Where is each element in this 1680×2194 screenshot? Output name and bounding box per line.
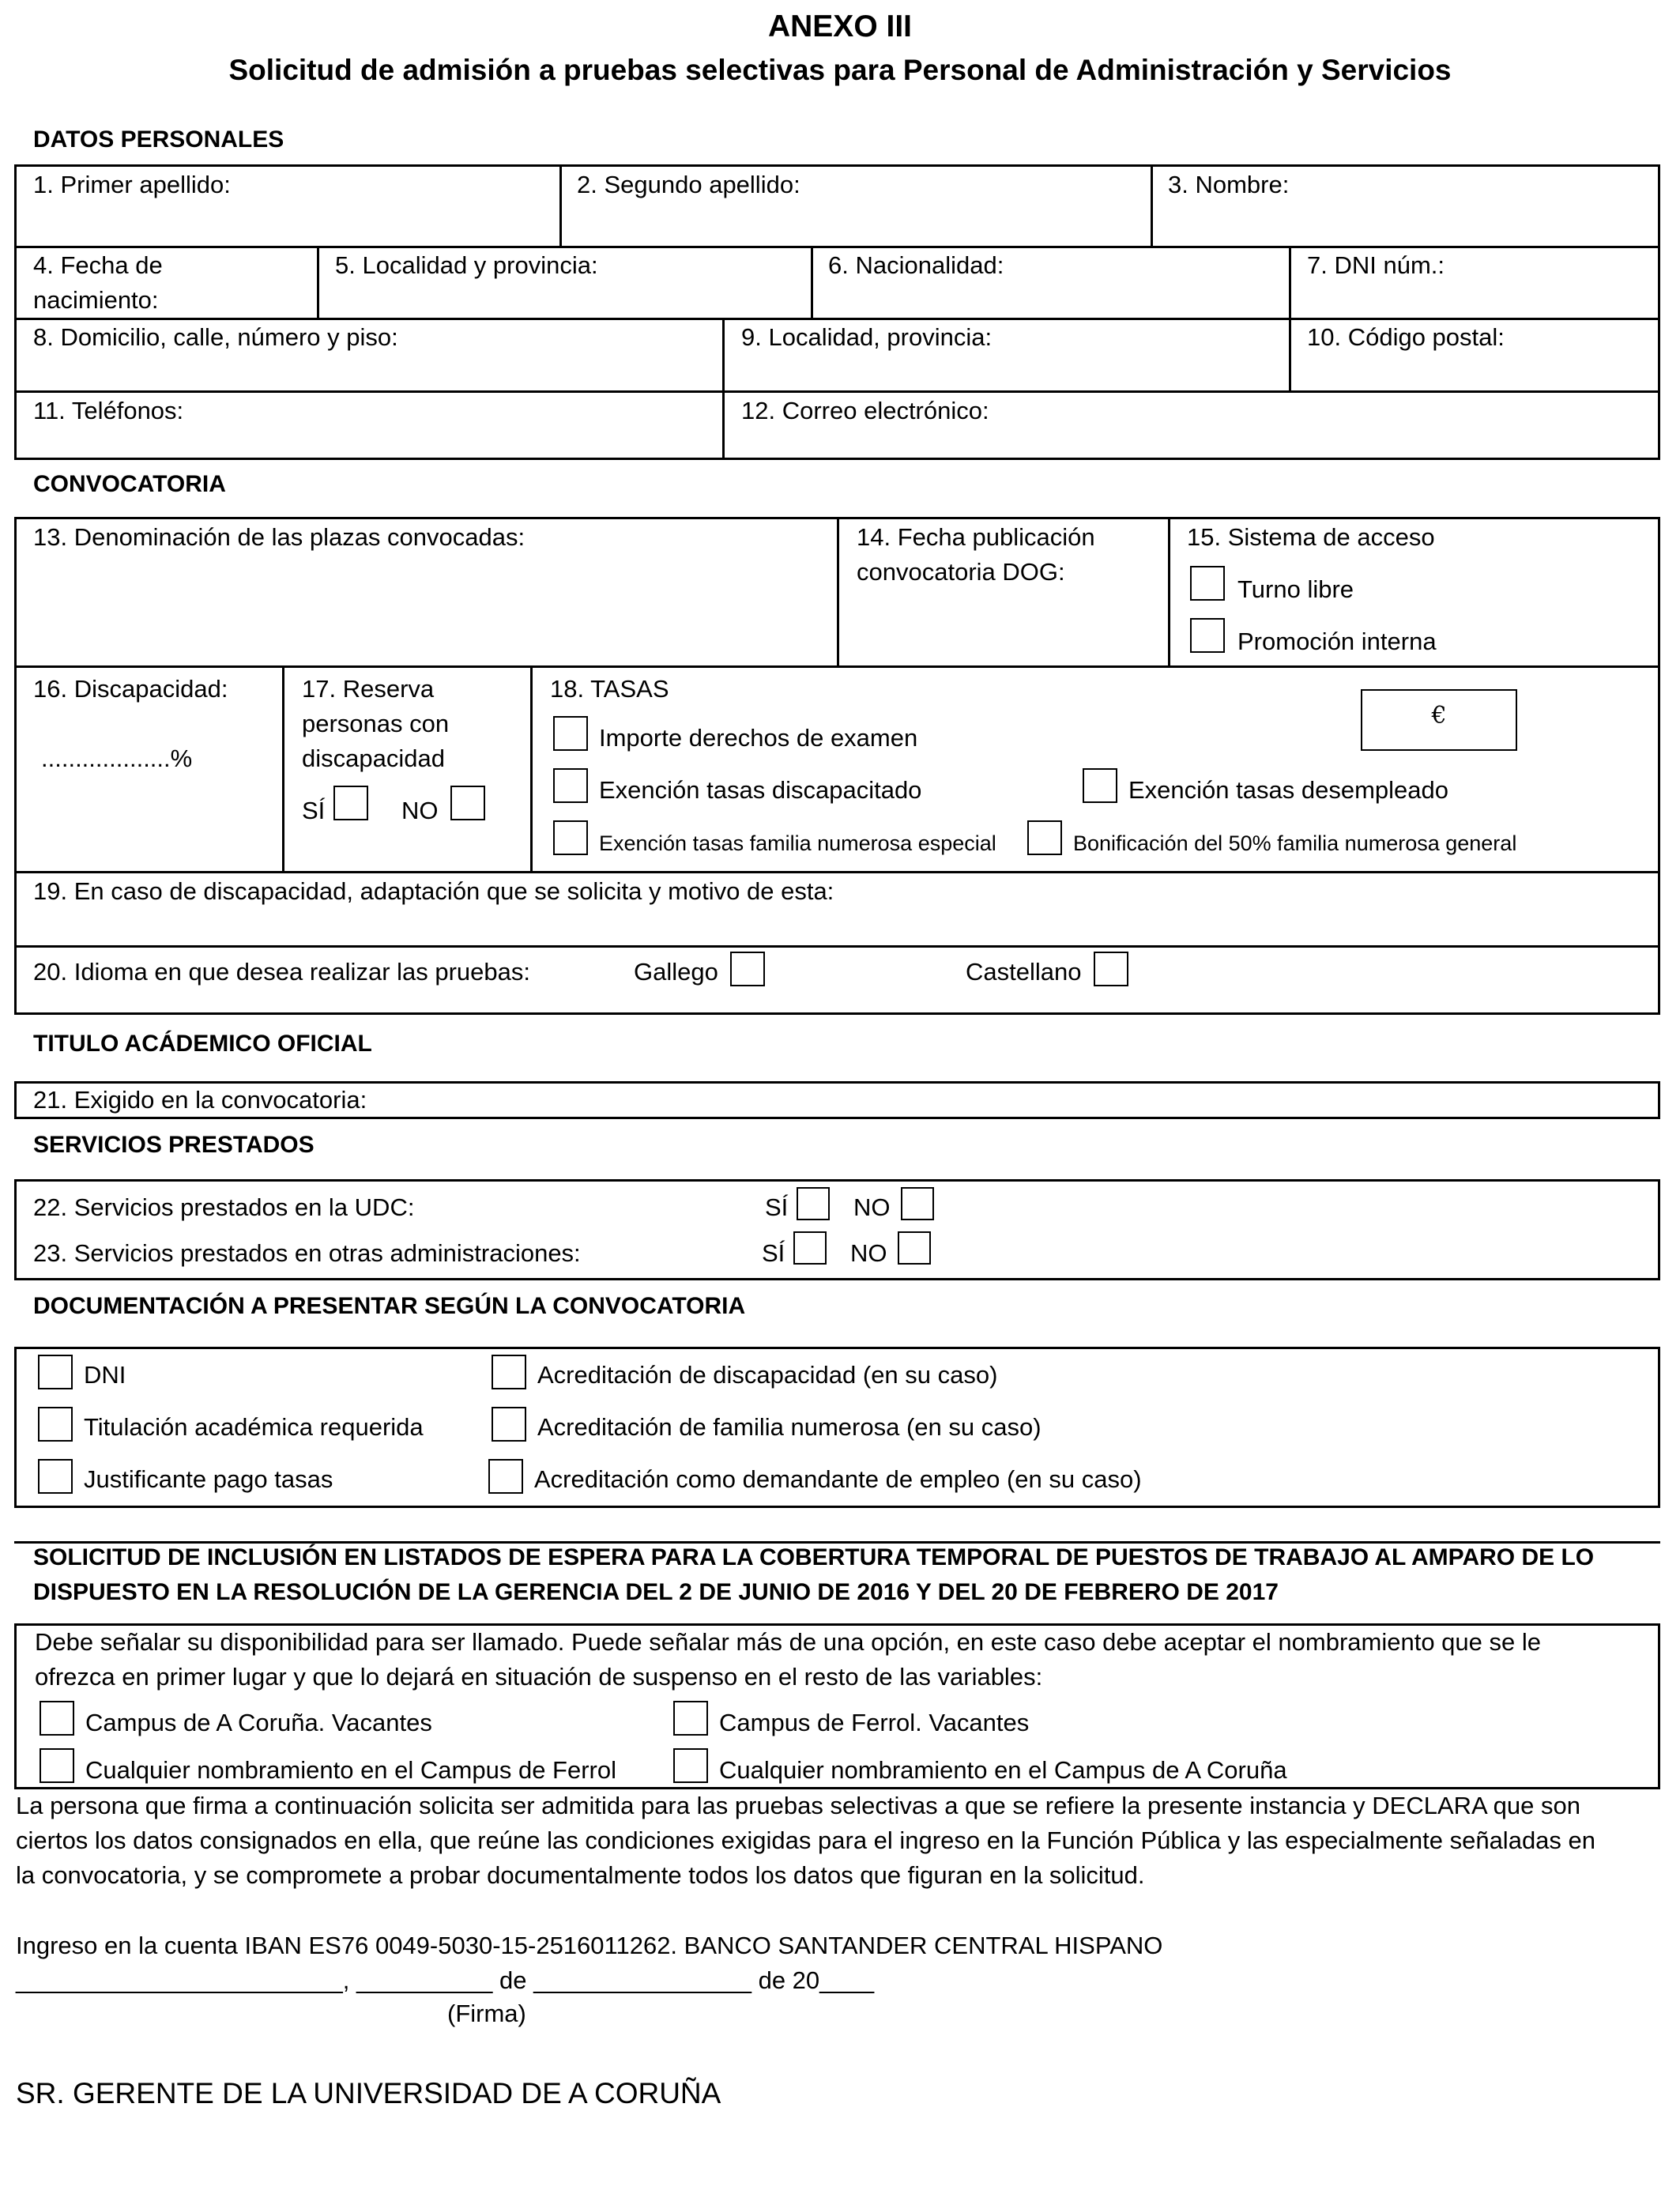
section-titulo-heading: TITULO ACÁDEMICO OFICIAL (33, 1031, 372, 1057)
servicios-otras-si-checkbox[interactable] (793, 1231, 827, 1265)
espera-intro-2: ofrezca en primer lugar y que lo dejará en situación de suspenso en el resto de las variables: (35, 1663, 1043, 1691)
servicios-udc-no-checkbox[interactable] (901, 1187, 934, 1220)
promocion-interna-label: Promoción interna (1237, 628, 1437, 655)
bonificacion-label: Bonificación del 50% familia numerosa general (1073, 831, 1517, 855)
acr-empleo-label: Acreditación como demandante de empleo (en su caso) (534, 1465, 1142, 1493)
addressee: SR. GERENTE DE LA UNIVERSIDAD DE A CORUÑA (16, 2077, 721, 2109)
declaration-line-2: ciertos los datos consignados en ella, que reúne las condiciones exigidas para el ingreso en la Función Pública y las especialmente señaladas en (16, 1826, 1596, 1854)
acr-discapacidad-label: Acreditación de discapacidad (en su caso) (537, 1361, 998, 1389)
euro-symbol: € (1431, 702, 1447, 729)
importe-checkbox[interactable] (553, 716, 588, 751)
field-codigo-postal[interactable]: 10. Código postal: (1307, 323, 1505, 351)
reserva-no-label: NO (401, 797, 439, 824)
exencion-discapacitado-checkbox[interactable] (553, 768, 588, 803)
titulacion-checkbox[interactable] (38, 1407, 73, 1442)
field-sistema-acceso: 15. Sistema de acceso (1187, 523, 1435, 551)
declaration-line-3: la convocatoria, y se compromete a probar documentalmente todos los datos que figuran en la solicitud. (16, 1861, 1145, 1889)
section-documentacion-heading: DOCUMENTACIÓN A PRESENTAR SEGÚN LA CONVOCATORIA (33, 1293, 746, 1319)
acr-discapacidad-checkbox[interactable] (492, 1355, 526, 1389)
field-servicios-udc: 22. Servicios prestados en la UDC: (33, 1193, 415, 1221)
servicios-udc-si-label: SÍ (765, 1193, 789, 1221)
turno-libre-checkbox[interactable] (1190, 566, 1225, 601)
declaration-line-1: La persona que firma a continuación solicita ser admitida para las pruebas selectivas a que se refiere la presente instancia y DECLARA que son (16, 1792, 1580, 1819)
field-adaptacion[interactable]: 19. En caso de discapacidad, adaptación que se solicita y motivo de esta: (33, 877, 834, 905)
reserva-si-label: SÍ (302, 797, 326, 824)
field-nacionalidad[interactable]: 6. Nacionalidad: (828, 251, 1004, 279)
signature-label: (Firma) (447, 2000, 526, 2027)
exencion-familia-checkbox[interactable] (553, 820, 588, 855)
field-discapacidad: 16. Discapacidad: (33, 675, 228, 703)
turno-libre-label: Turno libre (1237, 575, 1354, 603)
field-primer-apellido[interactable]: 1. Primer apellido: (33, 171, 231, 198)
castellano-checkbox[interactable] (1094, 952, 1128, 986)
discapacidad-percent-field[interactable]: ...................% (41, 745, 193, 772)
justificante-checkbox[interactable] (38, 1459, 73, 1494)
field-segundo-apellido[interactable]: 2. Segundo apellido: (577, 171, 800, 198)
espera-divider (14, 1541, 1660, 1544)
espera-heading-1: SOLICITUD DE INCLUSIÓN EN LISTADOS DE ESPERA PARA LA COBERTURA TEMPORAL DE PUESTOS DE TRABAJO AL AMPARO DE LO (33, 1544, 1595, 1570)
ferrol-vacantes-checkbox[interactable] (673, 1701, 708, 1736)
ferrol-vacantes-label: Campus de Ferrol. Vacantes (719, 1709, 1030, 1736)
field-fecha-nacimiento-label[interactable]: 4. Fecha de (33, 251, 163, 279)
section-convocatoria-heading: CONVOCATORIA (33, 471, 226, 497)
cualquier-ferrol-label: Cualquier nombramiento en el Campus de Ferrol (85, 1756, 616, 1784)
gallego-label: Gallego (634, 958, 718, 986)
acr-familia-checkbox[interactable] (492, 1407, 526, 1442)
field-localidad-provincia[interactable]: 5. Localidad y provincia: (335, 251, 598, 279)
field-correo[interactable]: 12. Correo electrónico: (741, 397, 989, 424)
cualquier-coruna-checkbox[interactable] (673, 1748, 708, 1783)
cualquier-coruna-label: Cualquier nombramiento en el Campus de A Coruña (719, 1756, 1287, 1784)
field-denominacion-plazas[interactable]: 13. Denominación de las plazas convocadas: (33, 523, 525, 551)
acr-familia-label: Acreditación de familia numerosa (en su caso) (537, 1413, 1042, 1441)
reserva-si-checkbox[interactable] (333, 786, 368, 820)
exencion-desempleado-label: Exención tasas desempleado (1128, 776, 1448, 804)
field-telefonos[interactable]: 11. Teléfonos: (33, 397, 184, 424)
section-servicios-heading: SERVICIOS PRESTADOS (33, 1132, 315, 1158)
annex-title: ANEXO III (767, 9, 913, 43)
date-line[interactable]: ________________________, __________ de ________________ de 20____ (16, 1966, 875, 1994)
servicios-udc-si-checkbox[interactable] (797, 1187, 830, 1220)
field-reserva-label: 17. Reserva (302, 675, 435, 703)
castellano-label: Castellano (966, 958, 1082, 986)
coruna-vacantes-label: Campus de A Coruña. Vacantes (85, 1709, 432, 1736)
bonificacion-checkbox[interactable] (1027, 820, 1062, 855)
field-dni[interactable]: 7. DNI núm.: (1307, 251, 1445, 279)
importe-label: Importe derechos de examen (599, 724, 918, 752)
field-idioma: 20. Idioma en que desea realizar las pruebas: (33, 958, 531, 986)
espera-heading-2: DISPUESTO EN LA RESOLUCIÓN DE LA GERENCIA DEL 2 DE JUNIO DE 2016 Y DEL 20 DE FEBRERO DE 2017 (33, 1579, 1279, 1605)
form-subtitle: Solicitud de admisión a pruebas selectivas para Personal de Administración y Servicios (228, 54, 1452, 86)
field-reserva-label-2: personas con (302, 710, 450, 737)
gallego-checkbox[interactable] (730, 952, 765, 986)
field-reserva-label-3: discapacidad (302, 745, 445, 772)
exencion-familia-label: Exención tasas familia numerosa especial (599, 831, 996, 855)
field-nombre[interactable]: 3. Nombre: (1168, 171, 1290, 198)
field-titulo-exigido: 21. Exigido en la convocatoria: (33, 1086, 367, 1114)
justificante-label: Justificante pago tasas (84, 1465, 333, 1493)
field-fecha-publicacion[interactable]: 14. Fecha publicación (857, 523, 1095, 551)
field-tasas: 18. TASAS (550, 675, 669, 703)
promocion-interna-checkbox[interactable] (1190, 618, 1225, 653)
cualquier-ferrol-checkbox[interactable] (40, 1748, 74, 1783)
section-personal-heading: DATOS PERSONALES (33, 126, 284, 153)
dni-checkbox[interactable] (38, 1355, 73, 1389)
servicios-otras-no-checkbox[interactable] (898, 1231, 931, 1265)
acr-empleo-checkbox[interactable] (488, 1459, 523, 1494)
iban-line: Ingreso en la cuenta IBAN ES76 0049-5030-15-2516011262. BANCO SANTANDER CENTRAL HISPANO (16, 1932, 1163, 1959)
dni-label: DNI (84, 1361, 126, 1389)
field-localidad-provincia-2[interactable]: 9. Localidad, provincia: (741, 323, 993, 351)
espera-intro-1: Debe señalar su disponibilidad para ser llamado. Puede señalar más de una opción, en este caso debe aceptar el nombramiento que se le (35, 1628, 1541, 1656)
servicios-udc-no-label: NO (853, 1193, 891, 1221)
servicios-otras-no-label: NO (850, 1239, 887, 1267)
servicios-otras-si-label: SÍ (762, 1239, 785, 1267)
field-domicilio[interactable]: 8. Domicilio, calle, número y piso: (33, 323, 398, 351)
coruna-vacantes-checkbox[interactable] (40, 1701, 74, 1736)
exencion-discapacitado-label: Exención tasas discapacitado (599, 776, 922, 804)
titulacion-label: Titulación académica requerida (84, 1413, 424, 1441)
field-fecha-nacimiento-label-2: nacimiento: (33, 286, 159, 314)
exencion-desempleado-checkbox[interactable] (1083, 768, 1117, 803)
field-servicios-otras: 23. Servicios prestados en otras administraciones: (33, 1239, 581, 1267)
field-fecha-publicacion-2: convocatoria DOG: (857, 558, 1065, 586)
reserva-no-checkbox[interactable] (450, 786, 485, 820)
